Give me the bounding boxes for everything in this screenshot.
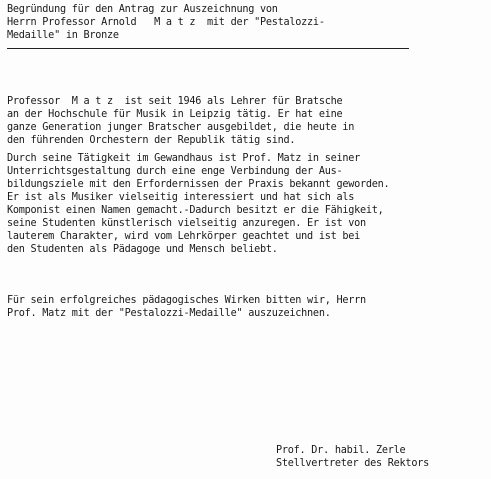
paragraph-2-line-2: Unterrichtsgestaltung durch eine enge Verbindung der Aus- (7, 166, 343, 177)
paragraph-2-line-1: Durch seine Tätigkeit im Gewandhaus ist Prof. Matz in seiner (7, 153, 361, 164)
paragraph-3-line-2: Prof. Matz mit der "Pestalozzi-Medaille" auszuzeichnen. (7, 308, 331, 319)
heading-line-1: Begründung für den Antrag zur Auszeichnung von (7, 4, 278, 15)
paragraph-1-line-3: ganze Generation junger Bratscher ausgebildet, die heute in (7, 122, 355, 133)
paragraph-1-line-2: an der Hochschule für Musik in Leipzig tätig. Er hat eine (7, 109, 343, 120)
paragraph-2-line-6: seine Studenten künstlerisch vielseitig anzuregen. Er ist von (7, 218, 366, 229)
paragraph-1-line-4: den führenden Orchestern der Republik tätig sind. (7, 135, 296, 146)
heading-line-2: Herrn Professor Arnold M a t z mit der "Pestalozzi- (7, 17, 325, 28)
signature-title: Stellvertreter des Rektors (276, 458, 429, 469)
paragraph-2-line-7: lauterem Charakter, wird vom Lehrkörper geachtet und ist bei (7, 231, 361, 242)
heading-underline (7, 48, 409, 49)
paragraph-1-line-1: Professor M a t z ist seit 1946 als Lehrer für Bratsche (7, 96, 343, 107)
paragraph-2-line-4: Er ist als Musiker vielseitig interessiert und hat sich als (7, 192, 355, 203)
heading-line-3: Medaille" in Bronze (7, 30, 119, 41)
paragraph-3-line-1: Für sein erfolgreiches pädagogisches Wirken bitten wir, Herrn (7, 295, 366, 306)
paragraph-2-line-5: Komponist einen Namen gemacht.-Dadurch besitzt er die Fähigkeit, (7, 205, 384, 216)
signature-name: Prof. Dr. habil. Zerle (276, 445, 406, 456)
paragraph-2-line-3: bildungsziele mit den Erfordernissen der Praxis bekannt geworden. (7, 179, 390, 190)
paragraph-2-line-8: den Studenten als Pädagoge und Mensch beliebt. (7, 244, 278, 255)
